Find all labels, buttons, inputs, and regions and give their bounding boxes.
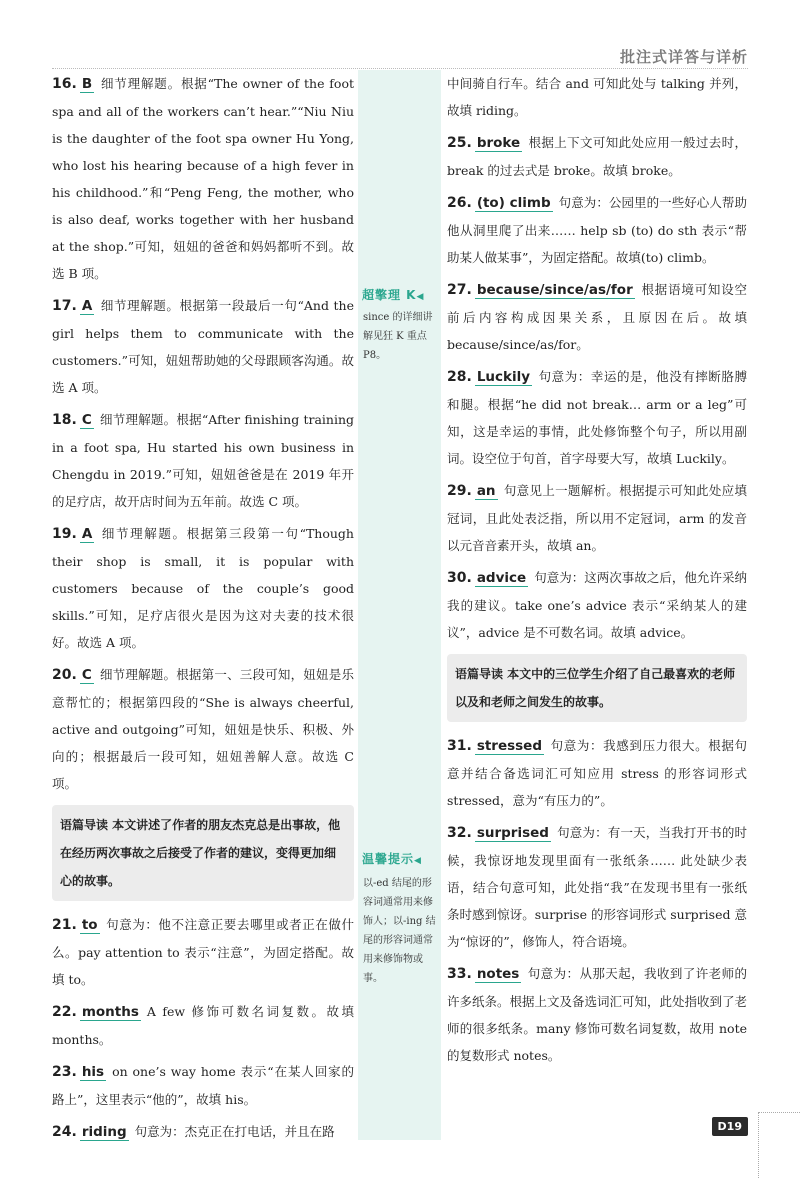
answer-item <box>52 998 354 1053</box>
explanation-text: 句意为：公园里的一些好心人帮助他从洞里爬了出来…… help sb (to) do sth 表示“帮助某人做某事”，为固定搭配。故填(to) climb。 <box>447 195 747 265</box>
explanation-text: 细节理解题。根据“The owner of the foot spa and all of the workers can’t hear.”“Niu Niu is the daughter of the foot spa owner Hu Yong, who lost his hearing because of a high fever in his childhood.”和“Peng Feng, the mother, who is also deaf, works together with her husband at the shop.”可知，妞妞的爸爸和妈妈都听不到。故选 B 项。 <box>52 76 354 281</box>
explanation-text: 根据上下文可知此处应用一般过去时，break 的过去式是 broke。故填 broke。 <box>447 135 747 178</box>
answer-list-right-2 <box>447 732 747 1069</box>
answer-key: advice <box>476 570 527 586</box>
answer-item <box>447 276 747 358</box>
answer-item <box>52 520 354 656</box>
answer-key: (to) climb <box>476 195 551 211</box>
passage-guide-right: 语篇导读 本文中的三位学生介绍了自己最喜欢的老师以及和老师之间发生的故事。 <box>447 654 747 722</box>
explanation-text: 句意为：杰克正在打电话，并且在路 <box>134 1124 335 1139</box>
explanation-text: 句意见上一题解析。根据提示可知此处应填冠词，且此处表泛指，所以用不定冠词，arm 的发音以元音音素开头，故填 an。 <box>447 483 747 553</box>
explanation-text: on one’s way home 表示“在某人回家的路上”，这里表示“他的”，故填 his。 <box>52 1064 354 1107</box>
answer-key: broke <box>476 135 521 151</box>
explanation-text: 句意为：幸运的是，他没有摔断胳膊和腿。根据“he did not break… arm or a leg”可知，这是幸运的事情，此处修饰整个句子，所以用副词。设空位于句首，首字母要大写，故填 Luckily。 <box>447 369 747 466</box>
answer-key: months <box>81 1004 139 1020</box>
answer-list-right <box>447 129 747 646</box>
triangle-pointer-icon: ◀ <box>414 856 422 866</box>
question-number: 21. <box>52 917 77 933</box>
answer-key: Luckily <box>476 369 531 385</box>
answer-item <box>52 292 354 401</box>
question-number: 29. <box>447 483 472 499</box>
page-number: D19 <box>712 1117 748 1136</box>
question-number: 23. <box>52 1064 77 1080</box>
answer-item <box>447 564 747 646</box>
answer-continuation: 中间骑自行车。结合 and 可知此处与 talking 并列，故填 riding。 <box>447 76 747 118</box>
question-number: 32. <box>447 825 472 841</box>
question-number: 30. <box>447 570 472 586</box>
explanation-text: 句意为：这两次事故之后，他允许采纳我的建议。take one’s advice 表示“采纳某人的建议”，advice 是不可数名词。故填 advice。 <box>447 570 747 640</box>
question-number: 16. <box>52 76 77 92</box>
margin-note-2: 以-ed 结尾的形容词通常用来修饰人；以-ing 结尾的形容词通常用来修饰物或事。 <box>363 878 436 984</box>
answer-item <box>52 1058 354 1113</box>
answer-item <box>52 70 354 287</box>
question-number: 22. <box>52 1004 77 1020</box>
answer-key: A <box>81 298 93 314</box>
page-header: 批注式详答与详析 <box>619 48 748 66</box>
right-column <box>447 70 747 1074</box>
explanation-text: 根据语境可知设空前后内容构成因果关系，且原因在后。故填 because/since/as/for。 <box>447 282 747 352</box>
explanation-text: 句意为：从那天起，我收到了许老师的许多纸条。根据上文及备选词汇可知，此处指收到了老师的很多纸条。many 修饰可数名词复数，故用 note 的复数形式 notes。 <box>447 966 748 1063</box>
answer-key: surprised <box>476 825 549 841</box>
margin-note-kicker-1: 超擎理 K◀ <box>362 288 425 302</box>
passage-guide-left: 语篇导读 本文讲述了作者的朋友杰克总是出事故，他在经历两次事故之后接受了作者的建议，变得更加细心的故事。 <box>52 805 354 901</box>
answer-item <box>447 819 747 955</box>
answer-item <box>52 1118 354 1146</box>
explanation-text: A few 修饰可数名词复数。故填 months。 <box>52 1004 354 1047</box>
explanation-text: 句意为：他不注意正要去哪里或者正在做什么。pay attention to 表示“注意”，为固定搭配。故填 to。 <box>52 917 354 987</box>
explanation-text: 细节理解题。根据第三段第一句“Though their shop is small, it is popular with customers because of the couple’s good skills.”可知，足疗店很火是因为这对夫妻的技术很好。故选 A 项。 <box>52 526 354 650</box>
answer-key: C <box>81 667 92 683</box>
left-column <box>52 70 354 1151</box>
explanation-text: 细节理解题。根据“After finishing training in a foot spa, Hu started his own business in Chengdu in 2019.”可知，妞妞爸爸是在 2019 年开的足疗店，故开店时间为五年前。故选 C 项。 <box>52 412 354 509</box>
answer-item <box>447 960 747 1069</box>
answer-key: riding <box>81 1124 127 1140</box>
answer-key: stressed <box>476 738 543 754</box>
answer-key: A <box>81 526 93 542</box>
answer-item <box>52 406 354 515</box>
question-number: 17. <box>52 298 77 314</box>
explanation-text: 细节理解题。根据第一、三段可知，妞妞是乐意帮忙的；根据第四段的“She is always cheerful, active and outgoing”可知，妞妞是快乐、积极、外向的；根据最后一段可知，妞妞善解人意。故选 C 项。 <box>52 667 354 791</box>
answer-list-left-2 <box>52 911 354 1146</box>
answer-item <box>52 661 354 797</box>
question-number: 28. <box>447 369 472 385</box>
margin-note-1: since 的详细讲解见狂 K 重点 P8。 <box>363 312 433 361</box>
answer-item <box>447 477 747 559</box>
explanation-text: 句意为：有一天，当我打开书的时候，我惊讶地发现里面有一张纸条…… 此处缺少表语，结合句意可知，此处指“我”在发现书里有一张纸条时感到惊讶。surprise 的形容词形式 surprised 意为“惊讶的”，修饰人，符合语境。 <box>447 825 747 949</box>
question-number: 19. <box>52 526 77 542</box>
question-number: 25. <box>447 135 472 151</box>
answer-item <box>447 363 747 472</box>
question-number: 24. <box>52 1124 77 1140</box>
question-number: 20. <box>52 667 77 683</box>
answer-key: C <box>81 412 92 428</box>
question-number: 31. <box>447 738 472 754</box>
answer-key: because/since/as/for <box>476 282 633 298</box>
answer-item <box>447 129 747 184</box>
question-number: 33. <box>447 966 472 982</box>
answer-list-left <box>52 70 354 797</box>
answer-key: an <box>476 483 496 499</box>
page-corner-fold <box>758 1112 800 1178</box>
answer-key: to <box>81 917 98 933</box>
question-number: 27. <box>447 282 472 298</box>
header-rule <box>52 68 748 69</box>
question-number: 18. <box>52 412 77 428</box>
explanation-text: 句意为：我感到压力很大。根据句意并结合备选词汇可知应用 stress 的形容词形式 stressed，意为“有压力的”。 <box>447 738 747 808</box>
margin-note-kicker-2: 温馨提示◀ <box>362 852 422 866</box>
answer-key: notes <box>476 966 520 982</box>
question-number: 26. <box>447 195 472 211</box>
answer-item <box>52 911 354 993</box>
answer-item <box>447 732 747 814</box>
triangle-pointer-icon: ◀ <box>416 292 425 302</box>
answer-item <box>447 189 747 271</box>
answer-key: his <box>81 1064 105 1080</box>
explanation-text: 细节理解题。根据第一段最后一句“And the girl helps them to communicate with the customers.”可知，妞妞帮助她的父母跟顾客沟通。故选 A 项。 <box>52 298 354 395</box>
answer-key: B <box>81 76 93 92</box>
